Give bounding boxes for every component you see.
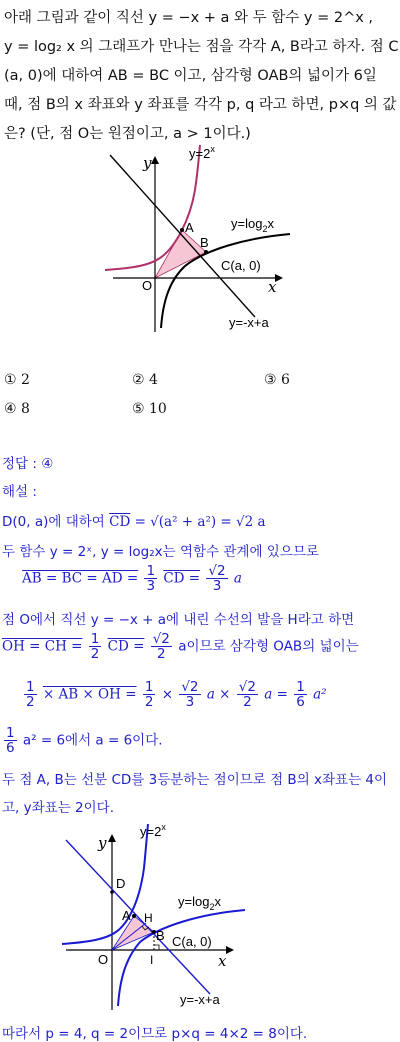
line-y-eq-minus-x-plus-a-2 [66,840,210,994]
choice-1[interactable]: ① 2 [4,372,30,388]
label-exp-sup-2: x [161,822,166,832]
label-c: C(a, 0) [221,258,261,273]
label-log-sub: 2 [262,224,268,234]
label-exp-2: y=2 [140,824,162,839]
problem-line-2: y = log₂ x 의 그래프가 만나는 점을 각각 A, B라고 하자. 점 C [4,39,399,55]
solution-line-1: D(0, a)에 대하여 $\overline{CD} = √(a^2 + a^2) = √2$ a [2,514,266,530]
solution-line-2: 두 함수 y = 2ˣ, y = log₂x는 역함수 관계에 있으므로 [2,544,319,560]
label-o-2: O [98,952,109,967]
solution-line-9: 고, y좌표는 2이다. [2,800,114,816]
label-h: H [144,911,153,925]
solution-heading: 해설 : [2,484,37,500]
problem-line-1: 아래 그림과 같이 직선 y = −x + a 와 두 함수 y = 2^x , [4,10,374,26]
svg-text:y=log2x [231,216,274,234]
y-axis-arrow [151,156,159,164]
label-log-sub-2: 2 [209,902,215,912]
label-a: A [185,220,194,235]
label-log-2: y=log [178,894,210,909]
label-b-2: B [156,928,165,943]
point-d [110,890,114,894]
svg-text:y=2x [140,822,166,839]
solution-line-6: $\frac{1}{2}$ × AB × OH = $\frac{1}{2}$ × $\frac{√2}{3}$ a × $\frac{√2}{2}$ a = $\frac{1}{6}$ a² [26,679,327,710]
label-x-2: x [218,952,227,970]
point-b [204,250,208,254]
choice-4[interactable]: ④ 8 [4,401,30,417]
label-y-2: y [98,834,107,852]
problem-graph [105,140,305,340]
label-line-2: y=-x+a [180,992,220,1007]
point-a-2 [132,914,136,918]
problem-text [4,4,399,149]
label-o: O [142,278,153,293]
solution-line-7: $\frac{1}{6}$ a² = 6에서 a = 6이다. [6,725,163,756]
choice-2[interactable]: ② 4 [132,372,158,388]
solution-line-3: AB = BC = AD = $\frac{1}{3}$ CD = $\frac{√2}{3}$ a [22,563,242,594]
label-c-2: C(a, 0) [172,934,212,949]
label-d: D [116,876,126,891]
choice-3[interactable]: ③ 6 [264,372,290,388]
y-axis-arrow-2 [108,834,116,842]
point-a [180,228,184,232]
solution-line-4: 점 O에서 직선 y = −x + a에 내린 수선의 발을 H라고 하면 [2,612,355,628]
label-i: I [150,953,154,967]
label-log-tail-2: x [214,894,221,909]
problem-line-4: 때, 점 B의 x 좌표와 y 좌표를 각각 p, q 라고 하면, p×q 의 값 [4,97,397,113]
label-log-tail: x [267,216,274,231]
problem-line-3: (a, 0)에 대하여 AB = BC 이고, 삼각형 OAB의 넓이가 6일 [4,68,377,84]
problem-line-5: 은? (단, 점 O는 원점이고, a > 1이다.) [4,126,251,142]
label-b: B [200,235,209,250]
choice-5[interactable]: ⑤ 10 [132,401,167,417]
label-x: x [268,278,277,296]
svg-text:y=log2x [178,894,221,912]
solution-line-5: OH = CH = $\frac{1}{2}$ CD = $\frac{√2}{2}$ a이므로 삼각형 OAB의 넓이는 [2,631,359,662]
label-line: y=-x+a [229,315,269,330]
right-angle-i [154,945,159,950]
label-exp: y=2 [189,146,211,161]
label-a-2: A [122,908,131,923]
solution-line-8: 두 점 A, B는 선분 CD를 3등분하는 점이므로 점 B의 x좌표는 4이 [2,772,388,788]
solution-conclusion: 따라서 p = 4, q = 2이므로 p×q = 4×2 = 8이다. [2,1026,308,1042]
line-y-eq-minus-x-plus-a [110,155,255,317]
svg-text:y=2x [189,144,215,161]
answer-line: 정답 : ④ [2,456,54,472]
label-y: y [143,154,152,172]
label-exp-sup: x [210,144,215,154]
x-axis-arrow-2 [226,946,234,954]
solution-graph [60,818,260,1014]
label-log: y=log [231,216,263,231]
